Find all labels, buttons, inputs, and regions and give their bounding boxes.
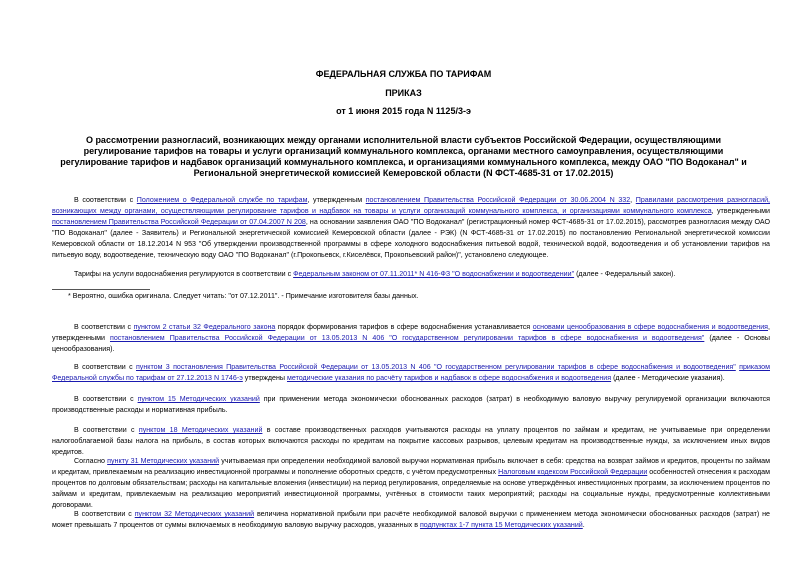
paragraph-1 (52, 195, 770, 261)
text: величина нормативной прибыли при расчёте необходимой валовой выручки с применением метода экономически обоснованных расходов (затрат) не может превышать 7 процентов от суммы включаемых в необходимую валовую выручку расходов, указанных в (52, 510, 770, 529)
link-pricing-basics[interactable]: основами ценообразования в сфере водоснабжения и водоотведения (532, 323, 769, 331)
text: особенностей отнесения к расходам процентов по долговым обязательствам; расходы на капитальные вложения (инвестиции) на период регулирования, определяемые на основе утверждённых инвестиционных программ, за исключением процентов по займам и кредитам, привлекаемым на реализацию мероприятий инвестиционной программы, учтённых в стоимости таких мероприятий; расходы на социальные нужды, предусмотренные коллективными договорами. (52, 468, 770, 509)
link-guidelines-item-15[interactable]: пунктом 15 Методических указаний (137, 395, 260, 403)
text: Согласно (74, 457, 108, 465)
link-federal-law-416[interactable]: Федеральным законом от 07.11.2011* N 416-ФЗ "О водоснабжении и водоотведении" (293, 270, 575, 278)
paragraph-8 (52, 509, 770, 531)
text: (далее - Методические указания). (611, 374, 725, 382)
text: , утвержденным (307, 196, 366, 204)
paragraph-5 (52, 394, 770, 416)
link-fst-order-1746[interactable]: приказом Федеральной службы по тарифам от 27.12.2013 N 1746-э (52, 363, 770, 382)
link-guidelines-item-18[interactable]: пунктом 18 Методических указаний (138, 426, 263, 434)
link-gov-decree-406[interactable]: постановлением Правительства Российской Федерации от 13.05.2013 N 406 "О государственном регулировании тарифов в сфере водоснабжения и водоотведения" (109, 334, 705, 342)
link-guidelines-item-31[interactable]: пункту 31 Методических указаний (107, 457, 220, 465)
link-article-32[interactable]: пунктом 2 статьи 32 Федерального закона (133, 323, 276, 331)
link-guidelines-item-32[interactable]: пунктом 32 Методических указаний (134, 510, 255, 518)
text: утверждены (242, 374, 287, 382)
link-regulation-fst[interactable]: Положением о Федеральной службе по тарифам (136, 196, 308, 204)
text: (далее - Федеральный закон). (574, 270, 676, 278)
text: (далее - Основы ценообразования). (52, 334, 770, 353)
agency-heading: ФЕДЕРАЛЬНАЯ СЛУЖБА ПО ТАРИФАМ (315, 69, 492, 79)
paragraph-2 (52, 269, 770, 280)
link-methodical-guidelines[interactable]: методические указания по расчёту тарифов и надбавок в сфере водоснабжения и водоотведения (286, 374, 612, 382)
document-type: ПРИКАЗ (385, 88, 422, 98)
link-decree-406-item-3[interactable]: пунктом 3 постановления Правительства Российской Федерации от 13.05.2013 N 406 "О государственном регулировании тарифов в сфере водоснабжения и водоотведения" (135, 363, 736, 371)
text: учитываемая при определении необходимой валовой выручки нормативная прибыль включает в себя: средства на возврат займов и кредитов, проценты по займам и кредитам, привлекаемым на реализацию инвестиционной программы и пополнение оборотных средств, с учётом предусмотренных (52, 457, 770, 476)
link-tax-code[interactable]: Налоговым кодексом Российской Федерации (498, 468, 648, 476)
text: В соответствии с (74, 510, 135, 518)
link-dispute-rules[interactable]: Правилами рассмотрения разногласий, возникающих между органами, осуществляющими регулирование тарифов и надбавок на товары и услуги организаций коммунального комплекса, и организациями коммунального комплекса (52, 196, 771, 215)
text: . (582, 521, 585, 529)
footnote: * Вероятно, ошибка оригинала. Следует читать: "от 07.12.2011". - Примечание изготовителя базы данных. (68, 292, 419, 300)
text: , (630, 196, 636, 204)
text: Тарифы на услуги водоснабжения регулируются в соответствии с (74, 270, 294, 278)
text: В соответствии с (74, 395, 138, 403)
footnote-divider (52, 289, 150, 290)
paragraph-4 (52, 362, 770, 384)
text: при применении метода экономически обоснованных расходов (затрат) в необходимую валовую выручку регулируемой организации включаются производственные расходы и нормативная прибыль. (52, 395, 771, 414)
link-gov-decree-208[interactable]: постановлением Правительства Российской Федерации от 07.04.2007 N 208 (52, 218, 306, 226)
text: , утвержденными (711, 207, 770, 215)
text: порядок формирования тарифов в сфере водоснабжения устанавливается (275, 323, 533, 331)
text: В соответствии с (74, 323, 134, 331)
paragraph-7 (52, 456, 770, 511)
text: В соответствии с (74, 196, 137, 204)
text: в составе производственных расходов учитываются расходы на уплату процентов по займам и кредитам, не учитываемые при определении налогооблагаемой базы налога на прибыль, в состав которых включаются расходы по кредитам на покрытие кассовых разрывов, целевым кредитам на производственные нужды, за исключением иных видов кредитов. (52, 426, 770, 456)
document-title: О рассмотрении разногласий, возникающих между органами исполнительной власти субъектов Российской Федерации, осуществляющими регулирование тарифов на товары и услуги организаций коммунального комплекса, органами местного самоуправления, осуществляющими регулирование тарифов и надбавок организаций коммунального комплекса, и организациями коммунального комплекса, между ОАО "ПО Водоканал" и Региональной энергетической комиссией Кемеровской области (N ФСТ-4685-31 от 17.02.2015) (60, 135, 747, 178)
text: В соответствии с (74, 426, 139, 434)
link-gov-decree-332[interactable]: постановлением Правительства Российской Федерации от 30.06.2004 N 332 (365, 196, 631, 204)
text: , утвержденными (52, 323, 770, 342)
text: В соответствии с (74, 363, 136, 371)
paragraph-3 (52, 322, 770, 355)
document-date-number: от 1 июня 2015 года N 1125/3-э (336, 106, 471, 116)
text: , на основании заявления ОАО "ПО Водоканал" (регистрационный номер ФСТ-4685-31 от 17.02.2015), рассмотрев разногласия между ОАО "ПО Водоканал" (далее - Заявитель) и Региональной энергетической комиссией Кемеровской области (далее - РЭК) (N ФСТ-4685-31 от 17.02.2015) по постановлению Региональной энергетической комиссии Кемеровской области от 18.12.2014 N 953 "Об утверждении производственной программы в сфере холодного водоснабжения питьевой водой, технической водой, водоотведения и об установлении тарифов на питьевую воду, водоотведение, техническую воду ОАО "ПО Водоканал" (г.Прокопьевск, г.Киселёвск, Прокопьевский район)", установлено следующее. (52, 218, 771, 259)
link-guidelines-subitems-1-7[interactable]: подпунктах 1-7 пункта 15 Методических указаний (419, 521, 583, 529)
paragraph-6 (52, 425, 770, 458)
